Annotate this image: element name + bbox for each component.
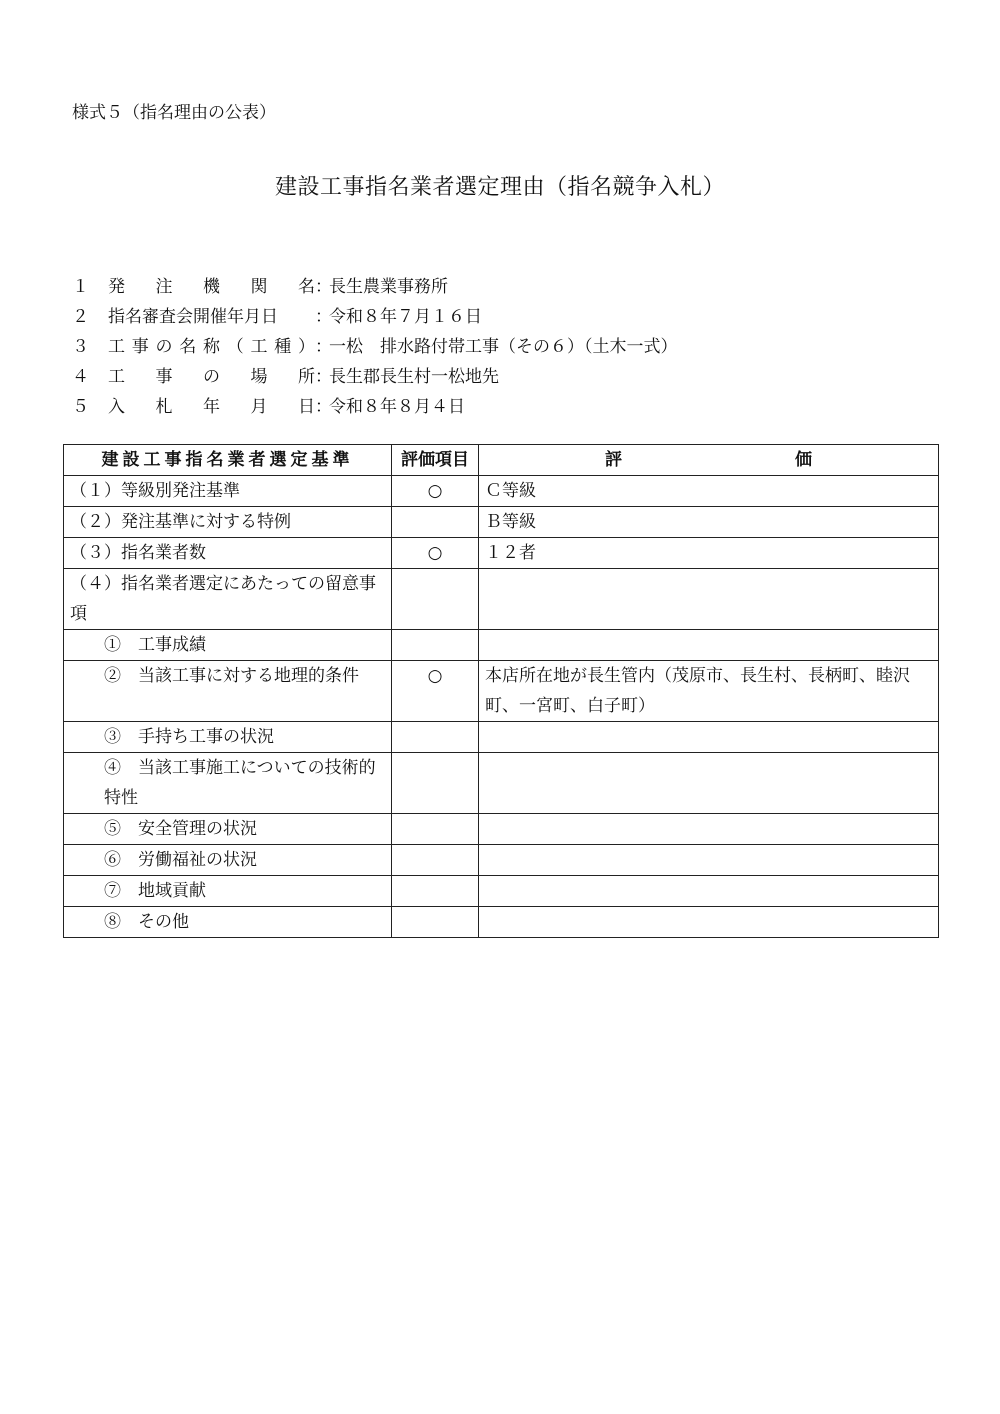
table-row [64,907,939,938]
evaluation-cell: １２者 [479,538,939,569]
table-row [64,476,939,507]
info-label-char: 種 [274,337,292,357]
info-label-char: 事 [155,367,173,387]
info-row [72,362,678,392]
criteria-cell: ⑥ 労働福祉の状況 [64,845,392,876]
table-row [64,845,939,876]
evaluation-mark-cell [392,722,479,753]
selection-criteria-table [63,444,939,938]
info-label-char: 入 [108,397,125,417]
criteria-cell: ③ 手持ち工事の状況 [64,722,392,753]
info-value: 長生郡長生村一松地先 [329,367,499,387]
table-row [64,814,939,845]
document-title: 建設工事指名業者選定理由（指名競争入札） [274,175,725,200]
table-row [64,630,939,661]
info-label [108,392,315,422]
info-row [72,392,678,422]
info-number: ２ [72,307,89,327]
info-label-char: 事 [131,337,149,357]
evaluation-cell [479,814,939,845]
info-label-char: 月 [250,397,268,417]
evaluation-mark-cell [392,907,479,938]
info-separator: ： [315,397,332,417]
criteria-cell: ④ 当該工事施工についての技術的特性 [64,753,392,814]
evaluation-mark-cell [392,814,479,845]
header-evaluation [479,445,939,476]
info-label-char: ） [298,337,315,357]
info-label [108,272,315,302]
evaluation-mark-cell: ○ [392,538,479,569]
evaluation-cell: 本店所在地が長生管内（茂原市、長生村、長柄町、睦沢町、一宮町、白子町） [479,661,939,722]
info-separator: ： [315,277,332,297]
info-label-char: 注 [155,277,173,297]
info-row [72,302,678,332]
evaluation-cell [479,876,939,907]
evaluation-mark-cell [392,876,479,907]
evaluation-mark-cell: ○ [392,661,479,722]
table-row [64,569,939,630]
evaluation-cell: Ｂ等級 [479,507,939,538]
info-label-char: 発 [108,277,125,297]
info-label [108,302,315,332]
info-label-char: の [203,367,220,387]
table-row [64,661,939,722]
evaluation-cell [479,630,939,661]
evaluation-mark-cell [392,630,479,661]
info-row [72,332,678,362]
evaluation-cell: Ｃ等級 [479,476,939,507]
info-label [108,362,315,392]
info-label-char: 工 [250,337,268,357]
evaluation-cell [479,907,939,938]
evaluation-mark-cell [392,569,479,630]
criteria-cell: ① 工事成績 [64,630,392,661]
info-label-char: 日 [298,397,315,417]
form-label: 様式５（指名理由の公表） [72,103,276,123]
info-value: 令和８年８月４日 [329,397,465,417]
table-header-row [64,445,939,476]
info-label-char: 工 [108,367,125,387]
info-label-char: 所 [298,367,315,387]
evaluation-mark-cell [392,507,479,538]
evaluation-mark-cell: ○ [392,476,479,507]
info-separator: ： [315,337,332,357]
info-value: 長生農業事務所 [329,277,448,297]
info-number: １ [72,277,89,297]
info-label [108,332,315,362]
evaluation-mark-cell [392,753,479,814]
info-label-char: 工 [108,337,125,357]
criteria-cell: （１）等級別発注基準 [64,476,392,507]
evaluation-cell [479,753,939,814]
criteria-cell: （４）指名業者選定にあたっての留意事項 [64,569,392,630]
table-row [64,538,939,569]
info-label-char: 指名審査会開催年月日 [108,307,278,327]
info-list [72,272,678,422]
table-row [64,753,939,814]
info-value: 令和８年７月１６日 [329,307,482,327]
criteria-cell: ⑧ その他 [64,907,392,938]
info-label-char: 称 [203,337,220,357]
info-value: 一松 排水路付帯工事（その６）（土木一式） [329,337,678,357]
info-separator: ： [315,367,332,387]
table-row [64,722,939,753]
info-number: ４ [72,367,89,387]
header-criteria: 建設工事指名業者選定基準 [64,445,392,476]
header-evaluation-left: 評 [605,450,622,470]
criteria-cell: （２）発注基準に対する特例 [64,507,392,538]
evaluation-cell [479,722,939,753]
info-label-char: 名 [179,337,197,357]
info-label-char: 機 [203,277,220,297]
info-number: ５ [72,397,89,417]
info-separator: ： [315,307,332,327]
info-label-char: 関 [250,277,268,297]
criteria-cell: ② 当該工事に対する地理的条件 [64,661,392,722]
criteria-cell: ⑤ 安全管理の状況 [64,814,392,845]
info-label-char: （ [226,337,244,357]
criteria-cell: （３）指名業者数 [64,538,392,569]
criteria-cell: ⑦ 地域貢献 [64,876,392,907]
evaluation-mark-cell [392,845,479,876]
header-evaluation-right: 価 [795,450,812,470]
evaluation-cell [479,569,939,630]
info-number: ３ [72,337,89,357]
info-label-char: 年 [203,397,220,417]
info-row [72,272,678,302]
header-evaluation-item: 評価項目 [392,445,479,476]
evaluation-cell [479,845,939,876]
info-label-char: 場 [250,367,268,387]
info-label-char: の [155,337,173,357]
table-row [64,876,939,907]
info-label-char: 名 [298,277,315,297]
table-row [64,507,939,538]
info-label-char: 札 [155,397,173,417]
